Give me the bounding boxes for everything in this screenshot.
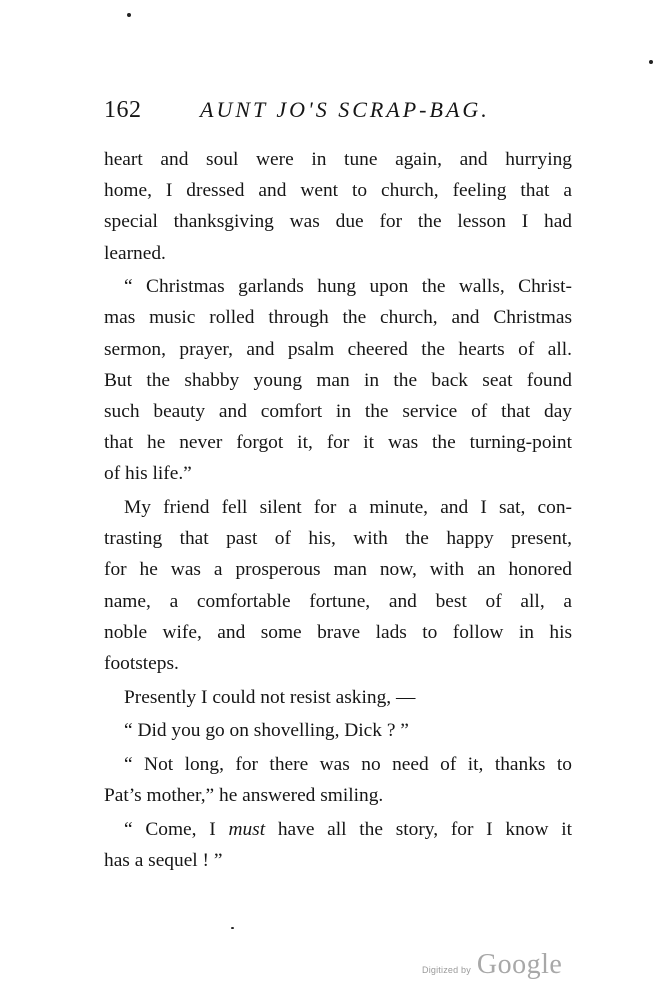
watermark-prefix: Digitized by [422,965,471,975]
text-run: have all the story, for I know it [265,818,572,840]
google-logo: Google [476,949,563,980]
page-number: 162 [104,97,142,123]
ink-speck [649,60,653,64]
text-line: sermon, prayer, and psalm cheered the hearts of all. [104,338,572,360]
text-line: that he never forgot it, for it was the turning-point [104,432,572,454]
ink-speck [127,13,131,17]
ink-speck [231,927,234,929]
emphasis-text: must [228,818,266,840]
text-run: “ Come, I [124,818,229,840]
text-line: “ Christmas garlands hung upon the walls, Christ- [124,276,572,298]
text-line: name, a comfortable fortune, and best of all, a [104,590,572,612]
running-title: AUNT JO'S SCRAP-BAG. [200,97,490,122]
text-line: noble wife, and some brave lads to follow in his [104,621,572,643]
text-line: mas music rolled through the church, and Christmas [104,307,572,329]
text-line: heart and soul were in tune again, and hurrying [104,149,572,170]
text-line: But the shabby young man in the back seat found [104,369,572,391]
text-line [104,814,572,845]
text-line: such beauty and comfort in the service of that day [104,401,572,422]
text-line: footsteps. [104,653,179,674]
text-line: for he was a prosperous man now, with an honored [104,559,572,581]
text-line: learned. [104,242,166,264]
text-line: My friend fell silent for a minute, and I sat, con- [124,497,572,519]
text-line: of his life.” [104,463,192,485]
text-line: special thanksgiving was due for the lesson I had [104,211,572,233]
text-line: “ Did you go on shovelling, Dick ? ” [124,720,409,742]
page-body [104,144,572,876]
text-line: Pat’s mother,” he answered smiling. [104,785,384,807]
text-line: home, I dressed and went to church, feeling that a [104,180,572,202]
running-header [104,97,574,129]
text-line: “ Not long, for there was no need of it, thanks to [124,754,572,776]
text-line: trasting that past of his, with the happy present, [104,528,572,550]
digitized-watermark [422,949,562,981]
text-line: has a sequel ! ” [104,850,223,872]
text-line: Presently I could not resist asking, — [124,686,416,708]
